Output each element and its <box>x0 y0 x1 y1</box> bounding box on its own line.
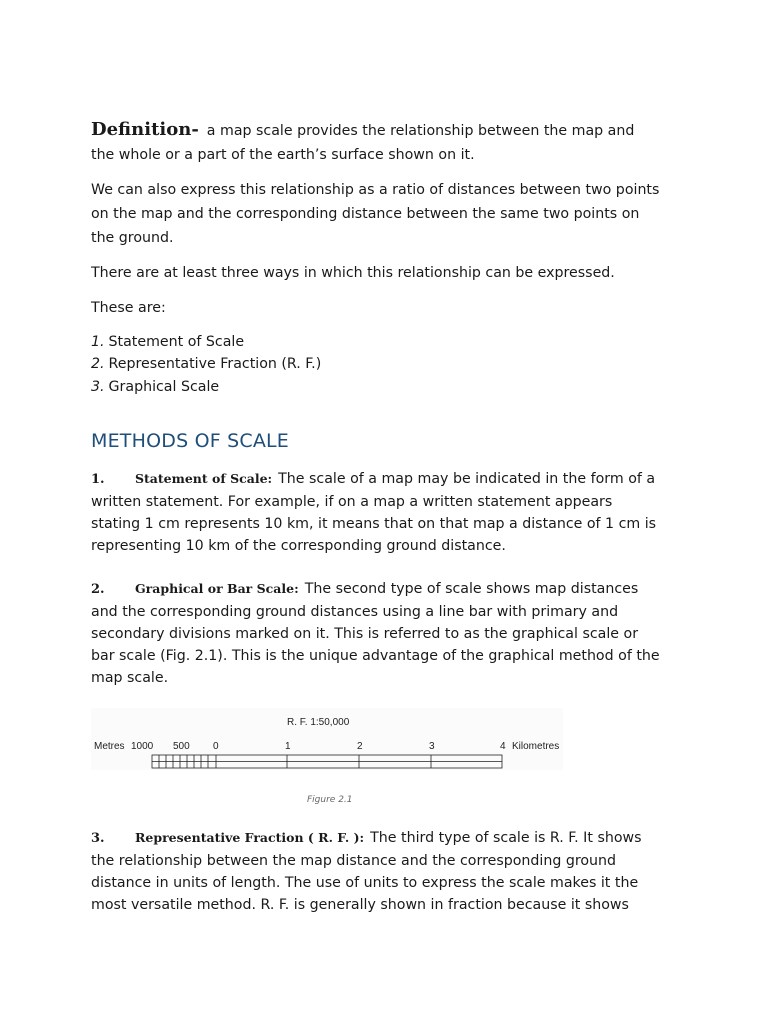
list-label: Representative Fraction (R. F.) <box>108 356 322 372</box>
figure-caption: Figure 2.1 <box>307 795 353 805</box>
tick-label: 500 <box>173 741 190 752</box>
metres-label: Metres <box>94 741 125 752</box>
method-text: The third type of scale is R. F. It shows the relationship between the map distance and the corresponding ground distance in units of length. The use of units to express the scale makes it the most versatile method. R. F. is generally shown in fraction because it shows <box>91 830 642 913</box>
list-item <box>91 331 244 353</box>
kilometres-label: Kilometres <box>512 741 560 752</box>
tick-label: 1 <box>285 741 291 752</box>
list-number: 2. <box>91 356 105 372</box>
tick-label: 0 <box>213 741 219 752</box>
method-graphical-paragraph <box>91 578 661 689</box>
method-text: The second type of scale shows map distances and the corresponding ground distances using a line bar with primary and secondary divisions marked on it. This is referred to as the graphical scale or bar scale (Fig. 2.1). This is the unique advantage of the graphical method of the map scale. <box>91 581 660 686</box>
these-are-paragraph: These are: <box>91 300 166 316</box>
definition-term: Definition- <box>91 119 199 140</box>
method-title: Graphical or Bar Scale: <box>135 581 299 596</box>
definition-paragraph <box>91 118 661 167</box>
tick-label: 3 <box>429 741 435 752</box>
rf-label: R. F. 1:50,000 <box>287 717 350 728</box>
method-number: 1. <box>91 472 105 487</box>
method-rf-paragraph <box>91 827 661 916</box>
bar-scale-figure <box>91 708 563 770</box>
list-item <box>91 376 219 398</box>
tick-label: 4 <box>500 741 506 752</box>
method-text: The scale of a map may be indicated in the form of a written statement. For example, if on a map a written statement appears stating 1 cm represents 10 km, it means that on that map a distance of 1 cm is representing 10 km of the corresponding ground distance. <box>91 471 657 554</box>
method-title: Representative Fraction ( R. F. ): <box>135 830 365 845</box>
method-number: 2. <box>91 582 105 597</box>
list-item <box>91 353 321 375</box>
list-label: Statement of Scale <box>108 334 245 350</box>
section-heading: METHODS OF SCALE <box>91 430 290 452</box>
ratio-paragraph: We can also express this relationship as a ratio of distances between two points on the map and the corresponding distance between the same two points on the ground. <box>91 182 660 246</box>
list-number: 3. <box>91 379 105 395</box>
tick-label: 2 <box>357 741 363 752</box>
method-number: 3. <box>91 831 105 846</box>
three-ways-paragraph: There are at least three ways in which this relationship can be expressed. <box>91 265 615 281</box>
list-number: 1. <box>91 334 105 350</box>
method-title: Statement of Scale: <box>135 471 273 486</box>
tick-label: 1000 <box>131 741 154 752</box>
definition-text: a map scale provides the relationship between the map and the whole or a part of the earth’s surface shown on it. <box>91 123 635 163</box>
list-label: Graphical Scale <box>108 379 220 395</box>
method-statement-paragraph <box>91 468 661 557</box>
